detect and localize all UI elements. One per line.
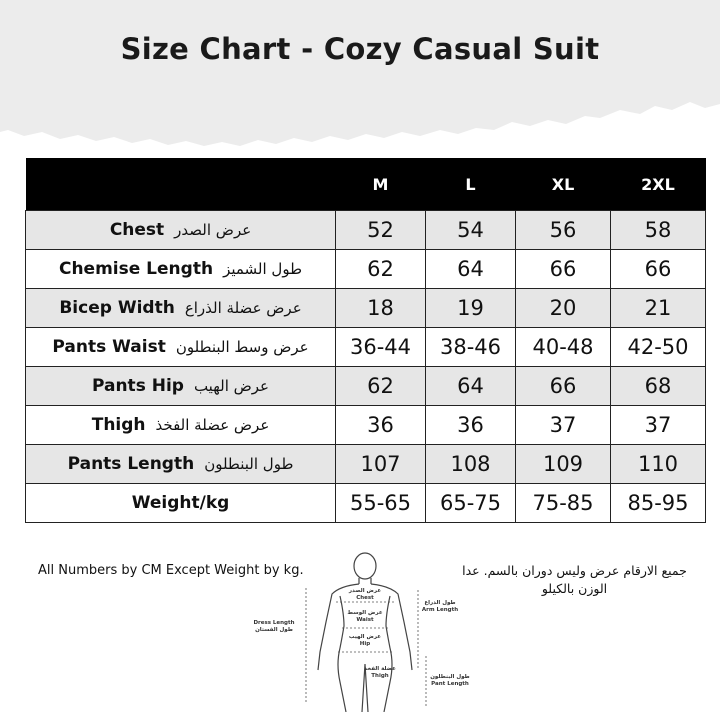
figure-label-pant-ar: طول البنطلون [430, 674, 470, 680]
table-cell: 62 [336, 367, 426, 406]
table-cell: 58 [611, 211, 706, 250]
figure-label-arm-ar: طول الذراع [424, 600, 456, 606]
table-row-pants-waist [26, 328, 706, 367]
table-cell: 66 [516, 367, 611, 406]
label-ar: طول الشميز [223, 260, 303, 278]
table-cell: 75-85 [516, 484, 611, 523]
label-en: Weight/kg [131, 493, 230, 513]
table-row-pants-hip [26, 367, 706, 406]
table-cell: 18 [336, 289, 426, 328]
label-en: Pants Length [67, 454, 195, 474]
table-row-bicep-width [26, 289, 706, 328]
table-cell: 37 [516, 406, 611, 445]
table-cell: 108 [426, 445, 516, 484]
table-cell: 21 [611, 289, 706, 328]
figure-label-hip-en: Hip [359, 641, 371, 647]
header-cell-m: M [336, 158, 426, 211]
row-label [26, 211, 336, 250]
table-cell: 54 [426, 211, 516, 250]
size-chart-table [25, 158, 706, 523]
label-en: Chemise Length [58, 259, 214, 279]
figure-label-thigh-en: Thigh [371, 673, 389, 679]
table-cell: 52 [336, 211, 426, 250]
row-label [26, 250, 336, 289]
table-cell: 19 [426, 289, 516, 328]
table-cell: 36 [426, 406, 516, 445]
row-label [26, 445, 336, 484]
table-cell: 55-65 [336, 484, 426, 523]
table-row-chest [26, 211, 706, 250]
table-row-thigh [26, 406, 706, 445]
table-row-chemise-length [26, 250, 706, 289]
table-cell: 64 [426, 367, 516, 406]
row-label [26, 328, 336, 367]
table-cell: 20 [516, 289, 611, 328]
table-cell: 68 [611, 367, 706, 406]
header-cell-xl: XL [516, 158, 611, 211]
table-cell: 65-75 [426, 484, 516, 523]
table-cell: 56 [516, 211, 611, 250]
table-cell: 42-50 [611, 328, 706, 367]
table-cell: 64 [426, 250, 516, 289]
table-cell: 62 [336, 250, 426, 289]
table-cell: 110 [611, 445, 706, 484]
note-arabic: جميع الارقام عرض وليس دوران بالسم. عدا الوزن بالكيلو [462, 563, 687, 596]
table-cell: 36-44 [336, 328, 426, 367]
table-cell: 107 [336, 445, 426, 484]
table-cell: 36 [336, 406, 426, 445]
label-ar: عرض عضلة الفخذ [155, 416, 270, 434]
label-ar: طول البنطلون [204, 455, 294, 473]
body-outline [318, 553, 412, 712]
label-en: Bicep Width [59, 298, 175, 318]
label-ar: عرض الصدر [174, 221, 252, 239]
figure-label-dress-ar: طول الفستان [255, 627, 293, 633]
label-en: Pants Waist [52, 337, 166, 357]
table-cell: 85-95 [611, 484, 706, 523]
figure-label-hip-ar: عرض الهيب [348, 634, 382, 640]
figure-label-pant-en: Pant Length [431, 681, 469, 687]
table-cell: 109 [516, 445, 611, 484]
row-label [26, 406, 336, 445]
label-ar: عرض عضلة الذراع [184, 299, 302, 317]
header-cell-empty [26, 158, 336, 211]
figure-label-chest-ar: عرض الصدر [348, 588, 382, 594]
row-label [26, 289, 336, 328]
figure-label-waist-ar: عرض الوسط [347, 610, 383, 616]
header-cell-2xl: 2XL [611, 158, 706, 211]
torn-paper-band [0, 0, 720, 150]
label-ar: عرض وسط البنطلون [175, 338, 309, 356]
table-cell: 40-48 [516, 328, 611, 367]
figure-label-dress-en: Dress Length [253, 620, 295, 626]
row-label [26, 367, 336, 406]
table-cell: 37 [611, 406, 706, 445]
table-cell: 66 [516, 250, 611, 289]
body-outline-illustration [240, 552, 490, 712]
table-row-weight [26, 484, 706, 523]
table-cell: 38-46 [426, 328, 516, 367]
body-measurement-figure [240, 552, 490, 712]
header-band [0, 0, 720, 150]
page-title: Size Chart - Cozy Casual Suit [120, 32, 600, 66]
label-en: Chest [109, 220, 165, 240]
table-header-row [26, 158, 706, 211]
label-ar: عرض الهيب [193, 377, 269, 395]
header-cell-l: L [426, 158, 516, 211]
figure-label-thigh-ar: عضلة الفخذ [364, 666, 396, 672]
note-english: All Numbers by CM Except Weight by kg. [38, 563, 304, 578]
figure-label-chest-en: Chest [356, 595, 374, 601]
measurement-guides [306, 588, 426, 708]
figure-label-waist-en: Waist [356, 617, 374, 623]
table-row-pants-length [26, 445, 706, 484]
table-cell: 66 [611, 250, 706, 289]
row-label [26, 484, 336, 523]
figure-label-arm-en: Arm Length [421, 607, 459, 613]
label-en: Thigh [91, 415, 146, 435]
label-en: Pants Hip [91, 376, 184, 396]
